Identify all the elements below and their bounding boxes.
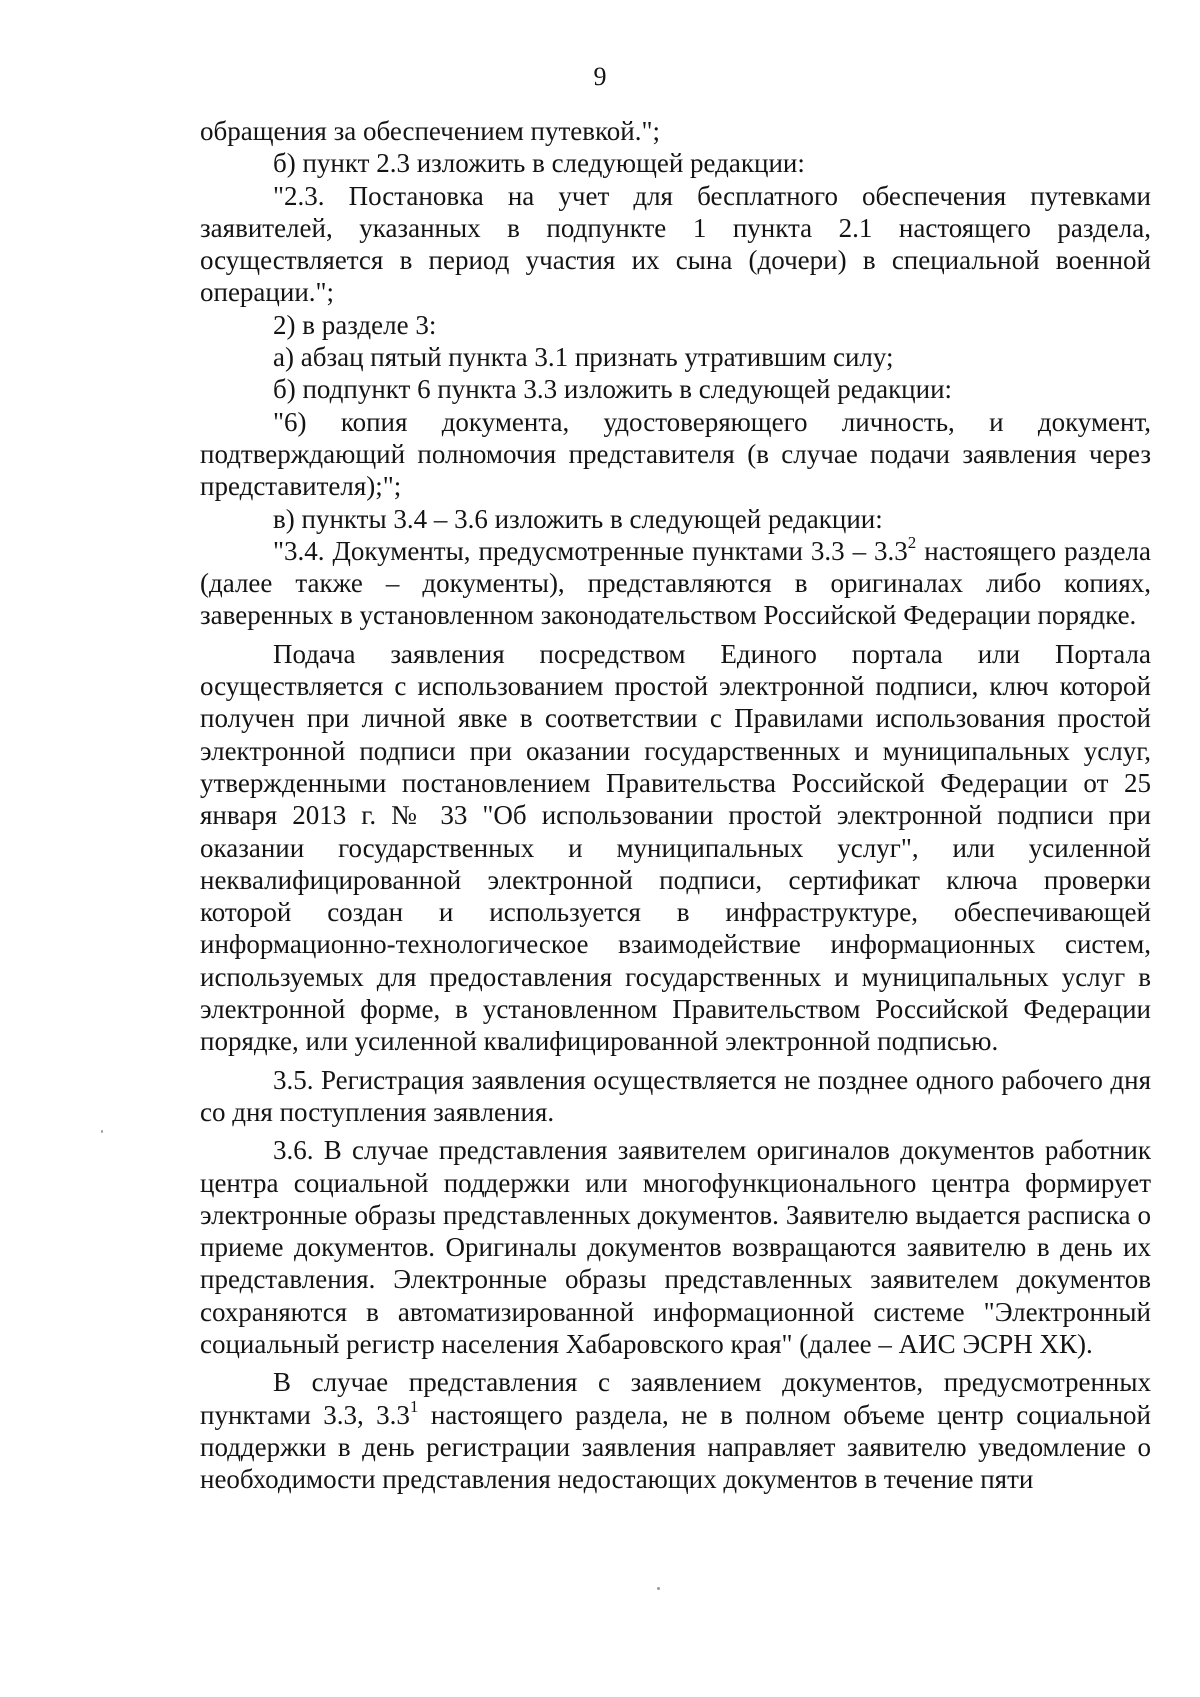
paragraph-item-v-3-4-3-6: в) пункты 3.4 – 3.6 изложить в следующей редакции:: [273, 503, 883, 534]
incomplete-documents-text-start: В случае представления с заявлением документов, предусмотренных пунктами 3.3, 3.3: [200, 1367, 1151, 1430]
paragraph-item-a-3-1: а) абзац пятый пункта 3.1 признать утратившим силу;: [273, 342, 894, 373]
paragraph-item-b-3-3: б) подпункт 6 пункта 3.3 изложить в следующей редакции:: [273, 374, 953, 405]
page-number: 9: [593, 62, 607, 91]
paragraph-electronic-signature: Подача заявления посредством Единого портала или Портала осуществляется с использованием простой электронной подписи, ключ которой получен при личной явке в соответствии с Правилами использования простой электронной подписи при оказании государственных и муниципальных услуг, утвержденными постановлением Правительства Российской Федерации от 25 января 2013 г. № 33 "Об использовании простой электронной подписи при оказании государственных и муниципальных услуг", или усиленной неквалифицированной электронной подписи, сертификат ключа проверки которой создан и используется в инфраструктуре, обеспечивающей информационно-технологическое взаимодействие информационных систем, используемых для предоставления государственных и муниципальных услуг в электронной форме, в установленном Правительством Российской Федерации порядке, или усиленной квалифицированной электронной подписью.: [200, 638, 1151, 1057]
paragraph-section-3: 2) в разделе 3:: [273, 309, 437, 340]
paragraph-clause-3-5: 3.5. Регистрация заявления осуществляется не позднее одного рабочего дня со дня поступления заявления.: [200, 1064, 1151, 1127]
superscript-index: 1: [409, 1396, 419, 1416]
paragraph-continuation: обращения за обеспечением путевкой.";: [200, 116, 660, 146]
paragraph-clause-3-4: [200, 532, 1151, 632]
scan-speck: [101, 1130, 103, 1133]
paragraph-item-b-2-3: б) пункт 2.3 изложить в следующей редакции:: [273, 148, 805, 179]
paragraph-clause-2-3: "2.3. Постановка на учет для бесплатного обеспечения путевками заявителей, указанных в подпункте 1 пункта 2.1 настоящего раздела, осуществляется в период участия их сына (дочери) в специальной военной операции.";: [200, 180, 1151, 308]
document-body: [200, 115, 1151, 1495]
superscript-index: 2: [907, 532, 917, 552]
clause-3-4-text-end: настоящего раздела (далее также – документы), представляются в оригиналах либо копиях, заверенных в установленном законодательством Российской Федерации порядке.: [200, 535, 1151, 631]
incomplete-documents-text-end: настоящего раздела, не в полном объеме центр социальной поддержки в день регистрации заявления направляет заявителю уведомление о необходимости представления недостающих документов в течение пяти: [200, 1399, 1152, 1495]
paragraph-clause-3-6: 3.6. В случае представления заявителем оригиналов документов работник центра социальной поддержки или многофункционального центра формирует электронные образы представленных документов. Заявителю выдается расписка о приеме документов. Оригиналы документов возвращаются заявителю в день их представления. Электронные образы представленных заявителем документов сохраняются в автоматизированной информационной системе "Электронный социальный регистр населения Хабаровского края" (далее – АИС ЭСРН ХК).: [200, 1135, 1151, 1359]
clause-3-4-text-start: "3.4. Документы, предусмотренные пунктами 3.3 – 3.3: [273, 535, 908, 566]
scan-speck: [657, 1587, 660, 1590]
paragraph-subclause-6: "6) копия документа, удостоверяющего личность, и документ, подтверждающий полномочия представителя (в случае подачи заявления через представителя);";: [200, 406, 1151, 502]
paragraph-incomplete-documents: [200, 1366, 1151, 1495]
